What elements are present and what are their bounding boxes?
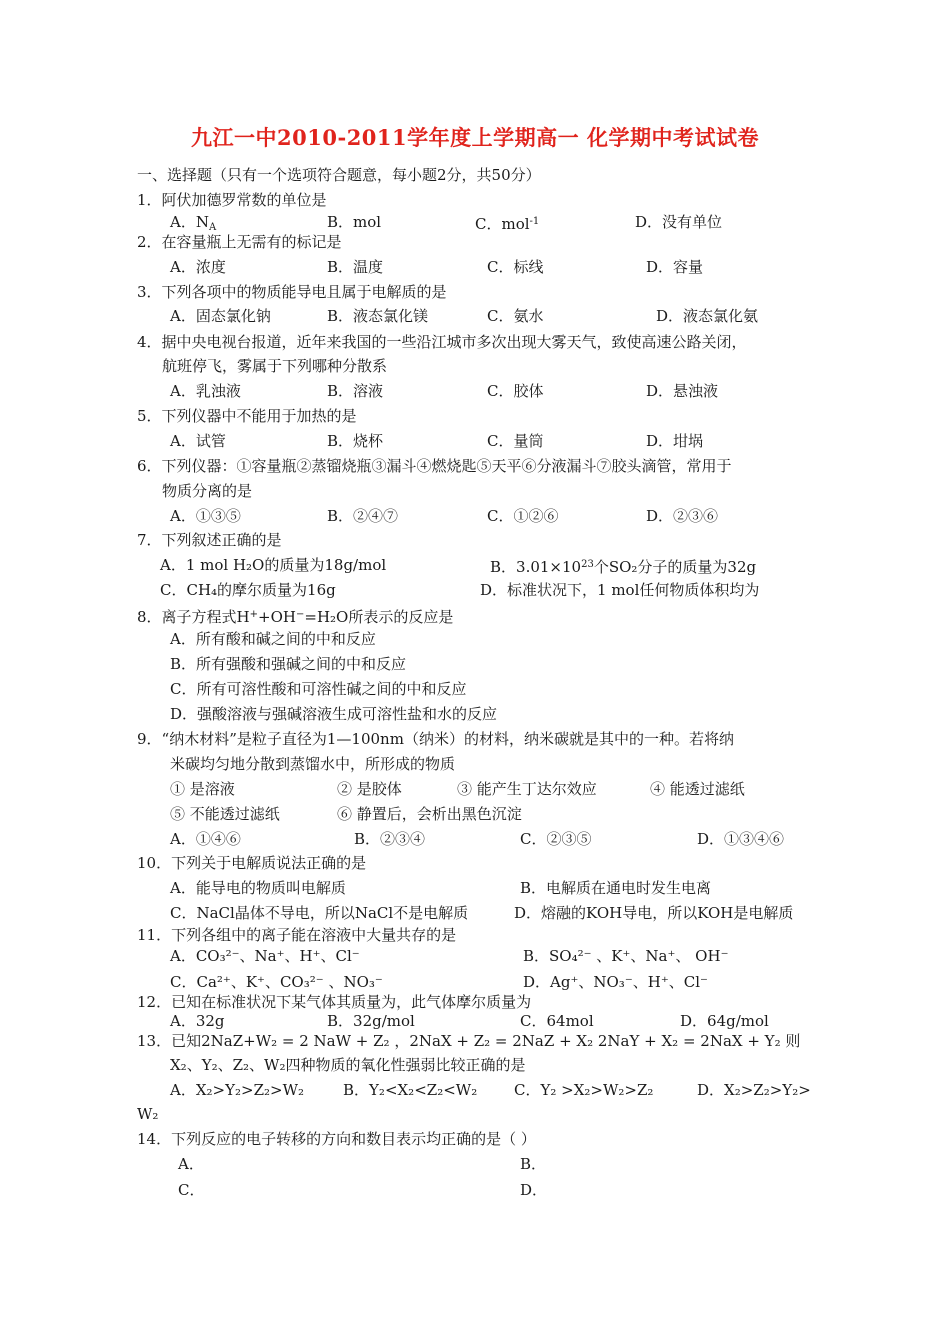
q14-option-a: A． [178, 1155, 204, 1173]
q13-option-a: A．X₂>Y₂>Z₂>W₂ [170, 1081, 305, 1099]
q11-option-b: B．SO₄²⁻ 、K⁺、Na⁺、 OH⁻ [523, 947, 729, 965]
q1-stem: 1．阿伏加德罗常数的单位是 [137, 191, 327, 209]
q8-option-a: A．所有酸和碱之间的中和反应 [170, 630, 376, 648]
q12-option-c: C．64mol [520, 1012, 594, 1030]
q11-option-c: C．Ca²⁺、K⁺、CO₃²⁻ 、NO₃⁻ [170, 973, 383, 991]
q2-option-b: B．温度 [327, 258, 384, 276]
q9-stem-line2: 米碳均匀地分散到蒸馏水中，所形成的物质 [170, 755, 456, 773]
q9-option-a: A．①④⑥ [170, 830, 241, 848]
q13-option-d-wrap: W₂ [137, 1105, 159, 1123]
q1-option-a: A．$N_A$ [170, 213, 217, 233]
q14-option-b: B． [520, 1155, 547, 1173]
q3-option-d: D．液态氯化氨 [656, 307, 759, 325]
q12-stem: 12．已知在标准状况下某气体其质量为，此气体摩尔质量为 [137, 993, 532, 1011]
q10-option-d: D．熔融的KOH导电，所以KOH是电解质 [514, 904, 794, 922]
q5-option-c: C．量筒 [487, 432, 544, 450]
q6-option-c: C．①②⑥ [487, 507, 559, 525]
q4-stem-line1: 4．据中央电视台报道，近年来我国的一些沿江城市多次出现大雾天气，致使高速公路关闭， [137, 333, 747, 351]
q5-stem: 5．下列仪器中不能用于加热的是 [137, 407, 357, 425]
q6-option-a: A．①③⑤ [170, 507, 241, 525]
q5-option-a: A．试管 [170, 432, 226, 450]
q7-option-a: A．1 mol H₂O的质量为18g/mol [160, 556, 387, 574]
q9-item-1: ① 是溶液 [170, 780, 235, 798]
q4-option-c: C．胶体 [487, 382, 544, 400]
q9-item-2: ② 是胶体 [337, 780, 402, 798]
q9-option-b: B．②③④ [354, 830, 426, 848]
q6-option-d: D．②③⑥ [646, 507, 719, 525]
q1-option-d: D．没有单位 [635, 213, 723, 231]
q5-option-b: B．烧杯 [327, 432, 384, 450]
q13-stem-line2: X₂、Y₂、Z₂、W₂四种物质的氧化性强弱比较正确的是 [170, 1056, 526, 1074]
q10-stem: 10．下列关于电解质说法正确的是 [137, 854, 367, 872]
q4-option-a: A．乳浊液 [170, 382, 241, 400]
q3-option-b: B．液态氯化镁 [327, 307, 429, 325]
q7-option-c: C．CH₄的摩尔质量为16g [160, 581, 336, 599]
q14-option-d: D． [520, 1181, 548, 1199]
q12-option-d: D．64g/mol [680, 1012, 769, 1030]
q7-option-b: B．$3.01\times 10^{23}$个SO₂分子的质量为32g [490, 558, 757, 576]
q3-stem: 3．下列各项中的物质能导电且属于电解质的是 [137, 283, 447, 301]
q10-option-c: C．NaCl晶体不导电，所以NaCl不是电解质 [170, 904, 469, 922]
q13-option-d: D．X₂>Z₂>Y₂> [697, 1081, 811, 1099]
q2-stem: 2．在容量瓶上无需有的标记是 [137, 233, 342, 251]
q4-stem-line2: 航班停飞，雾属于下列哪种分散系 [162, 357, 388, 375]
q13-option-c: C．Y₂ >X₂>W₂>Z₂ [514, 1081, 654, 1099]
q3-option-a: A．固态氯化钠 [170, 307, 271, 325]
q6-option-b: B．②④⑦ [327, 507, 399, 525]
q8-option-b: B．所有强酸和强碱之间的中和反应 [170, 655, 407, 673]
q9-item-4: ④ 能透过滤纸 [650, 780, 745, 798]
q10-option-b: B．电解质在通电时发生电离 [520, 879, 712, 897]
q2-option-d: D．容量 [646, 258, 704, 276]
q7-stem: 7．下列叙述正确的是 [137, 531, 282, 549]
q10-option-a: A．能导电的物质叫电解质 [170, 879, 346, 897]
exam-title: 九江一中2010-2011学年度上学期高一 化学期中考试试卷 [191, 125, 759, 150]
q6-stem-line1: 6．下列仪器：①容量瓶②蒸镏烧瓶③漏斗④燃烧匙⑤天平⑥分液漏斗⑦胶头滴管，常用于 [137, 457, 732, 475]
q9-item-5: ⑤ 不能透过滤纸 [170, 805, 280, 823]
q1-option-b: B．mol [327, 213, 382, 231]
q12-option-a: A．32g [170, 1012, 225, 1030]
q2-option-a: A．浓度 [170, 258, 226, 276]
q11-option-a: A．CO₃²⁻、Na⁺、H⁺、Cl⁻ [170, 947, 360, 965]
q9-stem-line1: 9．“纳木材料”是粒子直径为1—100nm（纳米）的材料，纳米碳就是其中的一种。若将纳 [137, 730, 734, 748]
q1-option-c: C．mol$^{-1}$ [475, 215, 540, 233]
q6-stem-line2: 物质分离的是 [162, 482, 253, 500]
q4-option-d: D．悬浊液 [646, 382, 719, 400]
q14-stem: 14．下列反应的电子转移的方向和数目表示均正确的是（ ） [137, 1130, 536, 1148]
q2-option-c: C．标线 [487, 258, 544, 276]
q11-option-d: D．Ag⁺、NO₃⁻、H⁺、Cl⁻ [523, 973, 708, 991]
q4-option-b: B．溶液 [327, 382, 384, 400]
q12-option-b: B．32g/mol [327, 1012, 415, 1030]
q9-item-6: ⑥ 静置后，会析出黑色沉淀 [337, 805, 522, 823]
q8-stem: 8．离子方程式H++OH−=H₂O所表示的反应是 [137, 608, 454, 626]
q5-option-d: D．坩埚 [646, 432, 704, 450]
q14-option-c: C． [178, 1181, 205, 1199]
q13-option-b: B．Y₂<X₂<Z₂<W₂ [343, 1081, 478, 1099]
q8-option-d: D．强酸溶液与强碱溶液生成可溶性盐和水的反应 [170, 705, 498, 723]
q11-stem: 11．下列各组中的离子能在溶液中大量共存的是 [137, 926, 457, 944]
section-heading: 一、选择题（只有一个选项符合题意，每小题2分，共50分） [137, 166, 541, 184]
q7-option-d: D．标准状况下，1 mol任何物质体积均为 [480, 581, 760, 599]
q3-option-c: C．氨水 [487, 307, 544, 325]
q13-stem-line1: 13．已知2NaZ+W₂ = 2 NaW + Z₂ ，2NaX + Z₂ = 2NaZ + X₂ 2NaY + X₂ = 2NaX + Y₂ 则 [137, 1032, 801, 1050]
q8-option-c: C．所有可溶性酸和可溶性碱之间的中和反应 [170, 680, 467, 698]
q9-option-c: C．②③⑤ [520, 830, 592, 848]
q9-item-3: ③ 能产生丁达尔效应 [457, 780, 597, 798]
q9-option-d: D．①③④⑥ [697, 830, 785, 848]
